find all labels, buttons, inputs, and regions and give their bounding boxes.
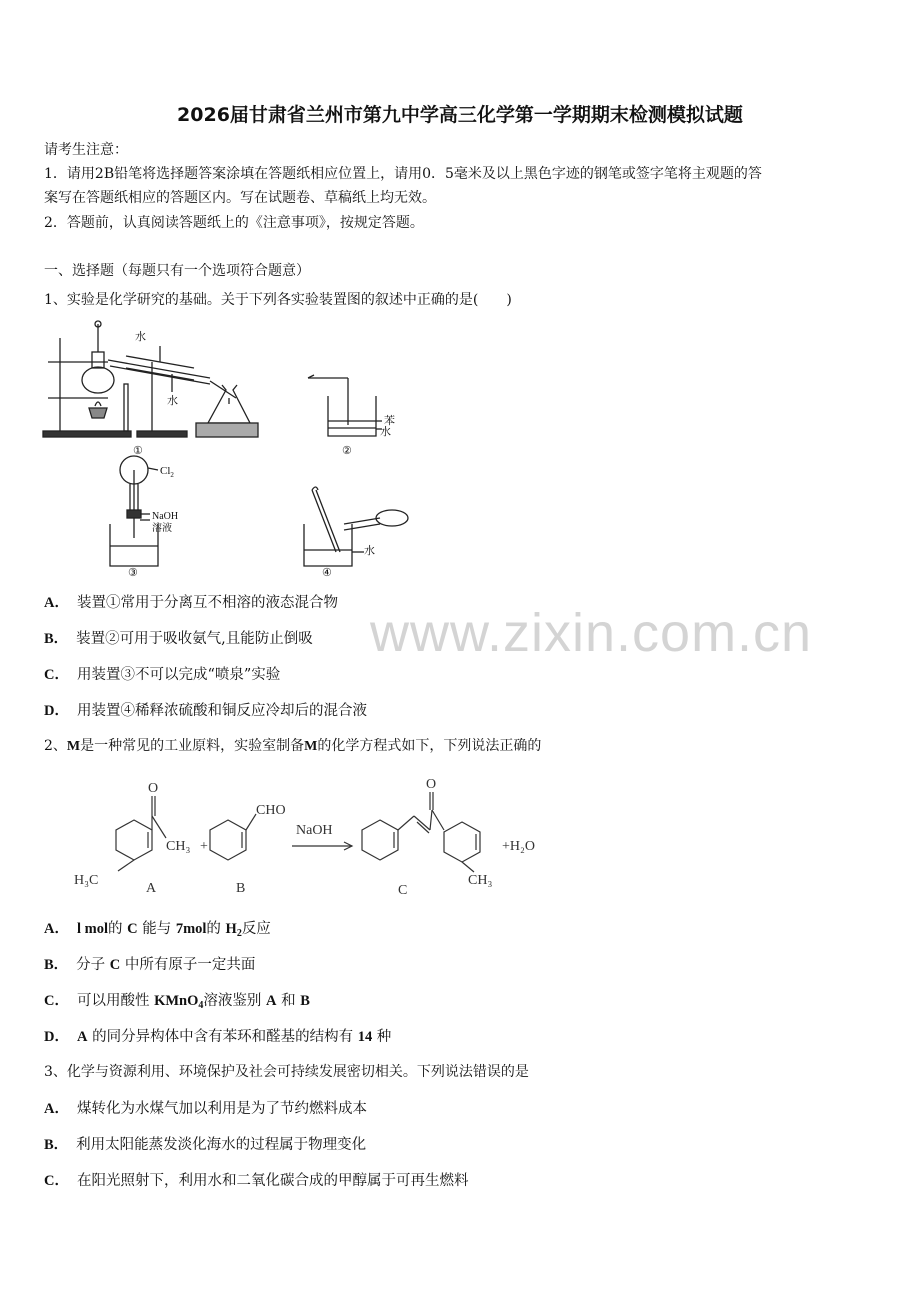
q3-option-c: C． 在阳光照射下，利用水和二氧化碳合成的甲醇属于可再生燃料: [44, 1173, 469, 1189]
product-water: +H₂O: [502, 839, 535, 854]
fig1-water-label-bottom: 水: [167, 395, 178, 407]
section-heading: 一、选择题（每题只有一个选项符合题意）: [44, 263, 310, 279]
plus-sign: +: [200, 839, 208, 854]
reagent-b-cho: CHO: [256, 803, 286, 818]
q2-option-a: A． l mol的 C 能与 7mol的 $H_2$反应: [44, 921, 271, 939]
notice-heading: 请考生注意：: [44, 142, 128, 158]
q3-option-b: B． 利用太阳能蒸发淡化海水的过程属于物理变化: [44, 1137, 367, 1153]
fig3-naoh-label: NaOH: [152, 511, 179, 522]
product-c-ch3: CH₃: [468, 873, 493, 888]
notice-item-1-line-2: 案写在答题纸相应的答题区内。写在试题卷、草稿纸上均无效。: [44, 190, 436, 206]
fig2-water-label: 水: [380, 426, 391, 438]
fig-number-2: ②: [342, 445, 352, 457]
notice-item-1-line-1: 1．请用2B铅笔将选择题答案涂填在答题纸相应位置上，请用0．5毫米及以上黑色字迹的钢笔或签字笔将主观题的答: [44, 166, 762, 182]
question-2-stem: 2、M是一种常见的工业原料，实验室制备M的化学方程式如下，下列说法正确的: [44, 738, 542, 754]
fig3-cl2-label: $Cl_2$: [160, 465, 174, 479]
reagent-a-ch3: CH₃: [166, 839, 191, 854]
watermark: www.zixin.com.cn: [370, 603, 813, 663]
q1-option-b: B． 装置②可用于吸收氨气,且能防止倒吸: [44, 631, 313, 647]
fig1-water-label-top: 水: [135, 331, 146, 343]
label-b: B: [236, 881, 246, 896]
q2-option-d: D． A 的同分异构体中含有苯环和醛基的结构有 14 种: [44, 1029, 392, 1045]
label-c: C: [398, 883, 408, 898]
q2-reaction-scheme: [60, 770, 560, 902]
label-a: A: [146, 881, 157, 896]
fig4-water-label: 水: [364, 545, 375, 557]
fig-number-3: ③: [128, 567, 138, 579]
q1-apparatus-figure: [40, 318, 420, 580]
fig-number-4: ④: [322, 567, 332, 579]
reagent-a-oxygen: O: [148, 781, 159, 796]
q1-option-a: A． 装置①常用于分离互不相溶的液态混合物: [44, 595, 338, 611]
notice-item-2: 2．答题前，认真阅读答题纸上的《注意事项》，按规定答题。: [44, 215, 424, 231]
fig-number-1: ①: [133, 445, 143, 457]
q2-option-b: B． 分子 C 中所有原子一定共面: [44, 957, 256, 973]
question-3-stem: 3、化学与资源利用、环境保护及社会可持续发展密切相关。下列说法错误的是: [44, 1064, 529, 1080]
fig3-solution-label: 溶液: [152, 523, 172, 534]
reagent-naoh: NaOH: [296, 823, 333, 838]
reagent-a-h3c: H₃C: [74, 873, 99, 888]
q2-option-c: C． 可以用酸性 KMnO$_4$溶液鉴别 A 和 B: [44, 993, 310, 1011]
question-1-stem: 1、实验是化学研究的基础。关于下列各实验装置图的叙述中正确的是( ): [44, 292, 512, 308]
product-c-oxygen: O: [426, 777, 437, 792]
fig2-benzene-label: 苯: [384, 415, 395, 427]
q3-option-a: A． 煤转化为水煤气加以利用是为了节约燃料成本: [44, 1101, 367, 1117]
q1-option-c: C． 用装置③不可以完成“喷泉”实验: [44, 667, 281, 683]
q1-option-d: D． 用装置④稀释浓硫酸和铜反应冷却后的混合液: [44, 703, 367, 719]
exam-title: 2026届甘肃省兰州市第九中学高三化学第一学期期末检测模拟试题: [177, 104, 743, 126]
